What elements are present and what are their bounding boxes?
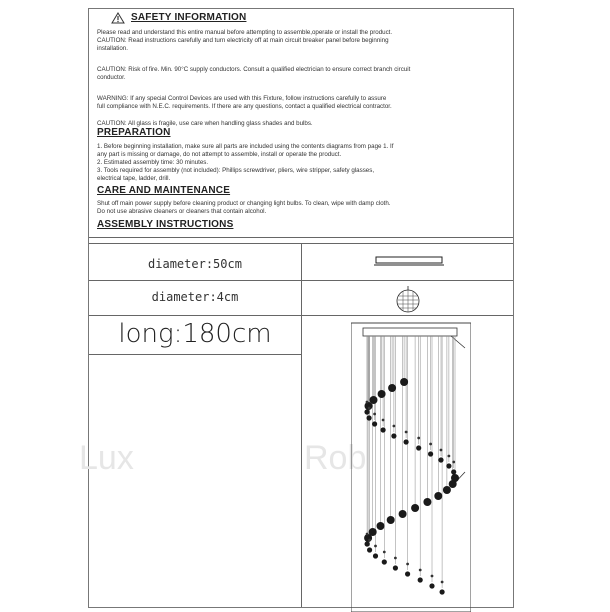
crystal-ball bbox=[387, 516, 395, 524]
crystal-bead bbox=[366, 401, 369, 404]
crystal-ball bbox=[443, 486, 451, 494]
crystal-bead bbox=[429, 443, 432, 446]
table-column-divider bbox=[301, 243, 302, 607]
crystal-bead bbox=[368, 407, 371, 410]
crystal-ball bbox=[364, 534, 372, 542]
safety-line: WARNING: If any special Control Devices are used with this Fixture, follow instructions carefully to assure bbox=[97, 95, 387, 102]
safety-line: CAUTION: Read instructions carefully and turn electricity off at main circuit breaker panel before beginning bbox=[97, 37, 389, 44]
crystal-ball bbox=[428, 451, 433, 456]
crystal-ball bbox=[411, 504, 419, 512]
crystal-ball bbox=[365, 541, 370, 546]
crystal-bead bbox=[374, 545, 377, 548]
crystal-bead bbox=[405, 431, 408, 434]
watermark: Lux bbox=[79, 439, 134, 477]
crystal-ball bbox=[449, 480, 457, 488]
crystal-ball bbox=[434, 492, 442, 500]
crystal-ball bbox=[399, 510, 407, 518]
crystal-bead bbox=[440, 449, 443, 452]
canopy-diameter-label: diameter:50cm bbox=[148, 257, 242, 271]
preparation-heading: PREPARATION bbox=[97, 127, 171, 138]
crystal-ball bbox=[391, 433, 396, 438]
crystal-bead bbox=[393, 425, 396, 428]
crystal-bead bbox=[452, 461, 455, 464]
crystal-bead bbox=[368, 539, 371, 542]
crystal-ball bbox=[372, 421, 377, 426]
crystal-ball bbox=[388, 384, 396, 392]
preparation-line: 1. Before beginning installation, make sure all parts are included using the contents diagrams from page 1. If bbox=[97, 143, 394, 150]
assembly-heading: ASSEMBLY INSTRUCTIONS bbox=[97, 219, 234, 230]
warning-triangle-icon bbox=[111, 12, 125, 24]
canopy-plate bbox=[363, 328, 457, 336]
preparation-line: any part is missing or damage, do not attempt to assemble, install or operate the product. bbox=[97, 151, 342, 158]
crystal-diameter-label: diameter:4cm bbox=[151, 290, 239, 304]
crystal-ball bbox=[364, 409, 369, 414]
crystal-ball bbox=[404, 439, 409, 444]
table-divider bbox=[89, 237, 513, 238]
crystal-ball bbox=[416, 445, 421, 450]
table-divider bbox=[89, 354, 301, 355]
crystal-ball bbox=[373, 553, 378, 558]
watermark: Rob bbox=[304, 439, 367, 477]
crystal-bead bbox=[431, 575, 434, 578]
safety-line: CAUTION: All glass is fragile, use care when handling glass shades and bulbs. bbox=[97, 120, 313, 127]
crystal-bead bbox=[417, 437, 420, 440]
care-heading: CARE AND MAINTENANCE bbox=[97, 185, 231, 196]
preparation-line: 2. Estimated assembly time: 30 minutes. bbox=[97, 159, 209, 166]
preparation-line: electrical tape, ladder, drill. bbox=[97, 175, 171, 182]
crystal-ball bbox=[440, 589, 445, 594]
safety-line: installation. bbox=[97, 45, 128, 52]
preparation-line: 3. Tools required for assembly (not included): Phillips screwdriver, pliers, wire stripper, safety glasses, bbox=[97, 167, 375, 174]
crystal-ball bbox=[367, 415, 372, 420]
crystal-ball-icon bbox=[395, 286, 421, 314]
crystal-ball bbox=[451, 469, 456, 474]
crystal-ball bbox=[400, 378, 408, 386]
crystal-ball bbox=[377, 522, 385, 530]
care-line: Shut off main power supply before cleaning product or changing light bulbs. To clean, wipe with damp cloth. bbox=[97, 200, 391, 207]
crystal-ball bbox=[423, 498, 431, 506]
length-label: long:180cm bbox=[118, 319, 272, 349]
safety-line: full compliance with N.E.C. requirements. If there are any questions, contact a qualified electrical contractor. bbox=[97, 103, 392, 110]
crystal-ball bbox=[438, 457, 443, 462]
crystal-bead bbox=[448, 455, 451, 458]
crystal-bead bbox=[419, 569, 422, 572]
crystal-bead bbox=[383, 551, 386, 554]
crystal-ball bbox=[382, 559, 387, 564]
crystal-ball bbox=[367, 547, 372, 552]
crystal-ball bbox=[418, 577, 423, 582]
crystal-bead bbox=[373, 413, 376, 416]
crystal-bead bbox=[406, 563, 409, 566]
crystal-ball bbox=[405, 571, 410, 576]
crystal-ball bbox=[378, 390, 386, 398]
crystal-ball bbox=[393, 565, 398, 570]
spiral-chandelier-diagram bbox=[351, 322, 471, 612]
crystal-bead bbox=[441, 581, 444, 584]
canopy-icon bbox=[374, 254, 444, 268]
crystal-bead bbox=[394, 557, 397, 560]
crystal-ball bbox=[429, 583, 434, 588]
crystal-bead bbox=[366, 533, 369, 536]
crystal-ball bbox=[381, 427, 386, 432]
instruction-sheet bbox=[79, 8, 514, 608]
safety-line: CAUTION: Risk of fire. Min. 90°C supply conductors. Consult a qualified electrician to ensure correct branch circuit bbox=[97, 66, 411, 73]
care-line: Do not use abrasive cleaners or cleaners that contain alcohol. bbox=[97, 208, 267, 215]
crystal-ball bbox=[446, 463, 451, 468]
callout-line bbox=[451, 336, 465, 348]
safety-line: conductor. bbox=[97, 74, 126, 81]
safety-line: Please read and understand this entire manual before attempting to assemble,operate or install the product. bbox=[97, 29, 393, 36]
crystal-bead bbox=[382, 419, 385, 422]
safety-heading: SAFETY INFORMATION bbox=[131, 12, 247, 23]
